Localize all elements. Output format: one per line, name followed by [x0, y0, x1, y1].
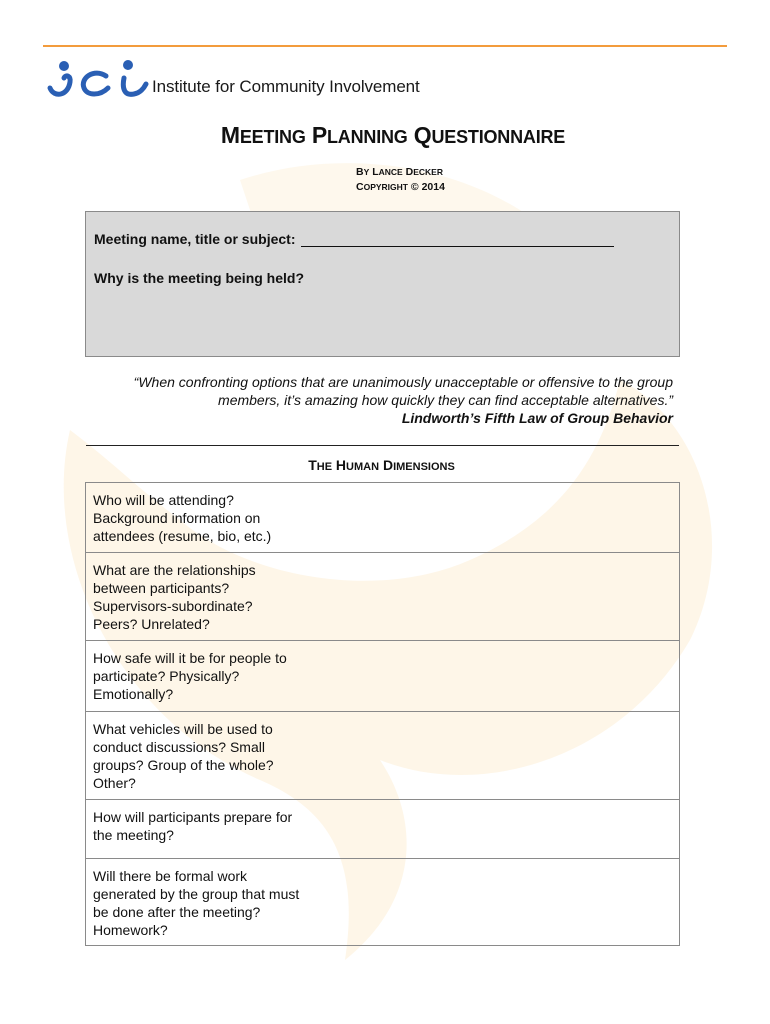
author-line: BY LANCE DECKER: [356, 166, 443, 178]
quote-source: Lindworth’s Fifth Law of Group Behavior: [401, 410, 673, 426]
meeting-name-field[interactable]: [94, 231, 614, 247]
questions-table: [85, 482, 680, 946]
table-row[interactable]: [86, 800, 679, 859]
table-row[interactable]: [86, 553, 679, 641]
question-text: Who will be attending? Background information on attendees (resume, bio, etc.): [93, 492, 272, 544]
table-row[interactable]: [86, 641, 679, 712]
quote-text: “When confronting options that are unanimously unacceptable or offensive to the group members, it’s amazing how quickly they can find acceptable alternatives.”: [133, 374, 673, 408]
table-row[interactable]: [86, 859, 679, 945]
question-text: How will participants prepare for the meeting?: [93, 809, 293, 843]
question-text: Will there be formal work generated by the group that must be done after the meeting? Homework?: [93, 868, 300, 938]
question-text: What vehicles will be used to conduct discussions? Small groups? Group of the whole? Other?: [93, 721, 274, 791]
section-divider: [86, 445, 679, 446]
ici-logo: [44, 58, 154, 100]
table-row[interactable]: [86, 712, 679, 800]
question-text: What are the relationships between participants? Supervisors-subordinate? Peers? Unrelated?: [93, 562, 256, 632]
meeting-name-blank[interactable]: [301, 231, 614, 247]
meeting-purpose-label: Why is the meeting being held?: [94, 270, 305, 286]
question-text: How safe will it be for people to participate? Physically? Emotionally?: [93, 650, 287, 702]
page-title: MEETING PLANNING QUESTIONNAIRE: [220, 122, 566, 148]
byline: [356, 165, 445, 195]
meeting-info-box: [85, 211, 680, 357]
table-row[interactable]: [86, 483, 679, 553]
org-name: Institute for Community Involvement: [152, 77, 420, 96]
copyright-line: COPYRIGHT © 2014: [356, 181, 445, 193]
header-rule: [43, 45, 727, 47]
section-title: THE HUMAN DIMENSIONS: [308, 457, 455, 473]
meeting-name-label: Meeting name, title or subject:: [94, 231, 296, 247]
